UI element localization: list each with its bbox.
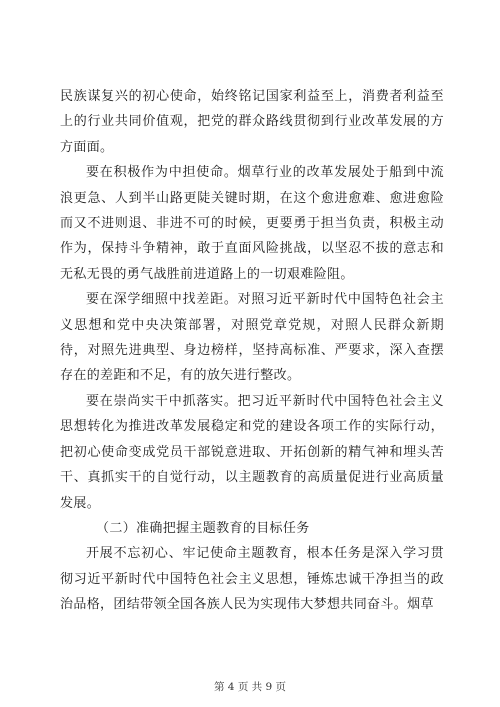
document-body [60, 84, 444, 618]
page-number-footer: 第 4 页 共 9 页 [213, 681, 287, 693]
paragraph-find-gaps: 要在深学细照中找差距。对照习近平新时代中国特色社会主义思想和党中央决策部署，对照党章党规，对照人民群众新期待，对照先进典型、身边榜样，坚持高标准、严要求，深入查摆存在的差距和不足，有的放矢进行整改。 [60, 292, 444, 384]
paragraph-implementation: 要在崇尚实干中抓落实。把习近平新时代中国特色社会主义思想转化为推进改革发展稳定和党的建设各项工作的实际行动，把初心使命变成党员干部锐意进取、开拓创新的精气神和埋头苦干、真抓实干的自觉行动，以主题教育的高质量促进行业高质量发展。 [60, 393, 444, 511]
paragraph-fundamental-task: 开展不忘初心、牢记使命主题教育，根本任务是深入学习贯彻习近平新时代中国特色社会主义思想，锤炼忠诚干净担当的政治品格，团结带领全国各族人民为实现伟大梦想共同奋斗。烟草 [60, 546, 444, 613]
paragraph-continuation: 民族谋复兴的初心使命，始终铭记国家利益至上，消费者利益至上的行业共同价值观，把党的群众路线贯彻到行业改革发展的方方面面。 [60, 89, 444, 155]
section-heading: （二）准确把握主题教育的目标任务 [96, 520, 310, 536]
paragraph-take-on-mission: 要在积极作为中担使命。烟草行业的改革发展处于船到中流浪更急、人到半山路更陡关键时期，在这个愈进愈难、愈进愈险而又不进则退、非进不可的时候，更要勇于担当负责，积极主动作为，保持斗争精神，敢于直面风险挑战，以坚忍不拔的意志和无私无畏的勇气战胜前进道路上的一切艰难险阻。 [60, 165, 444, 282]
